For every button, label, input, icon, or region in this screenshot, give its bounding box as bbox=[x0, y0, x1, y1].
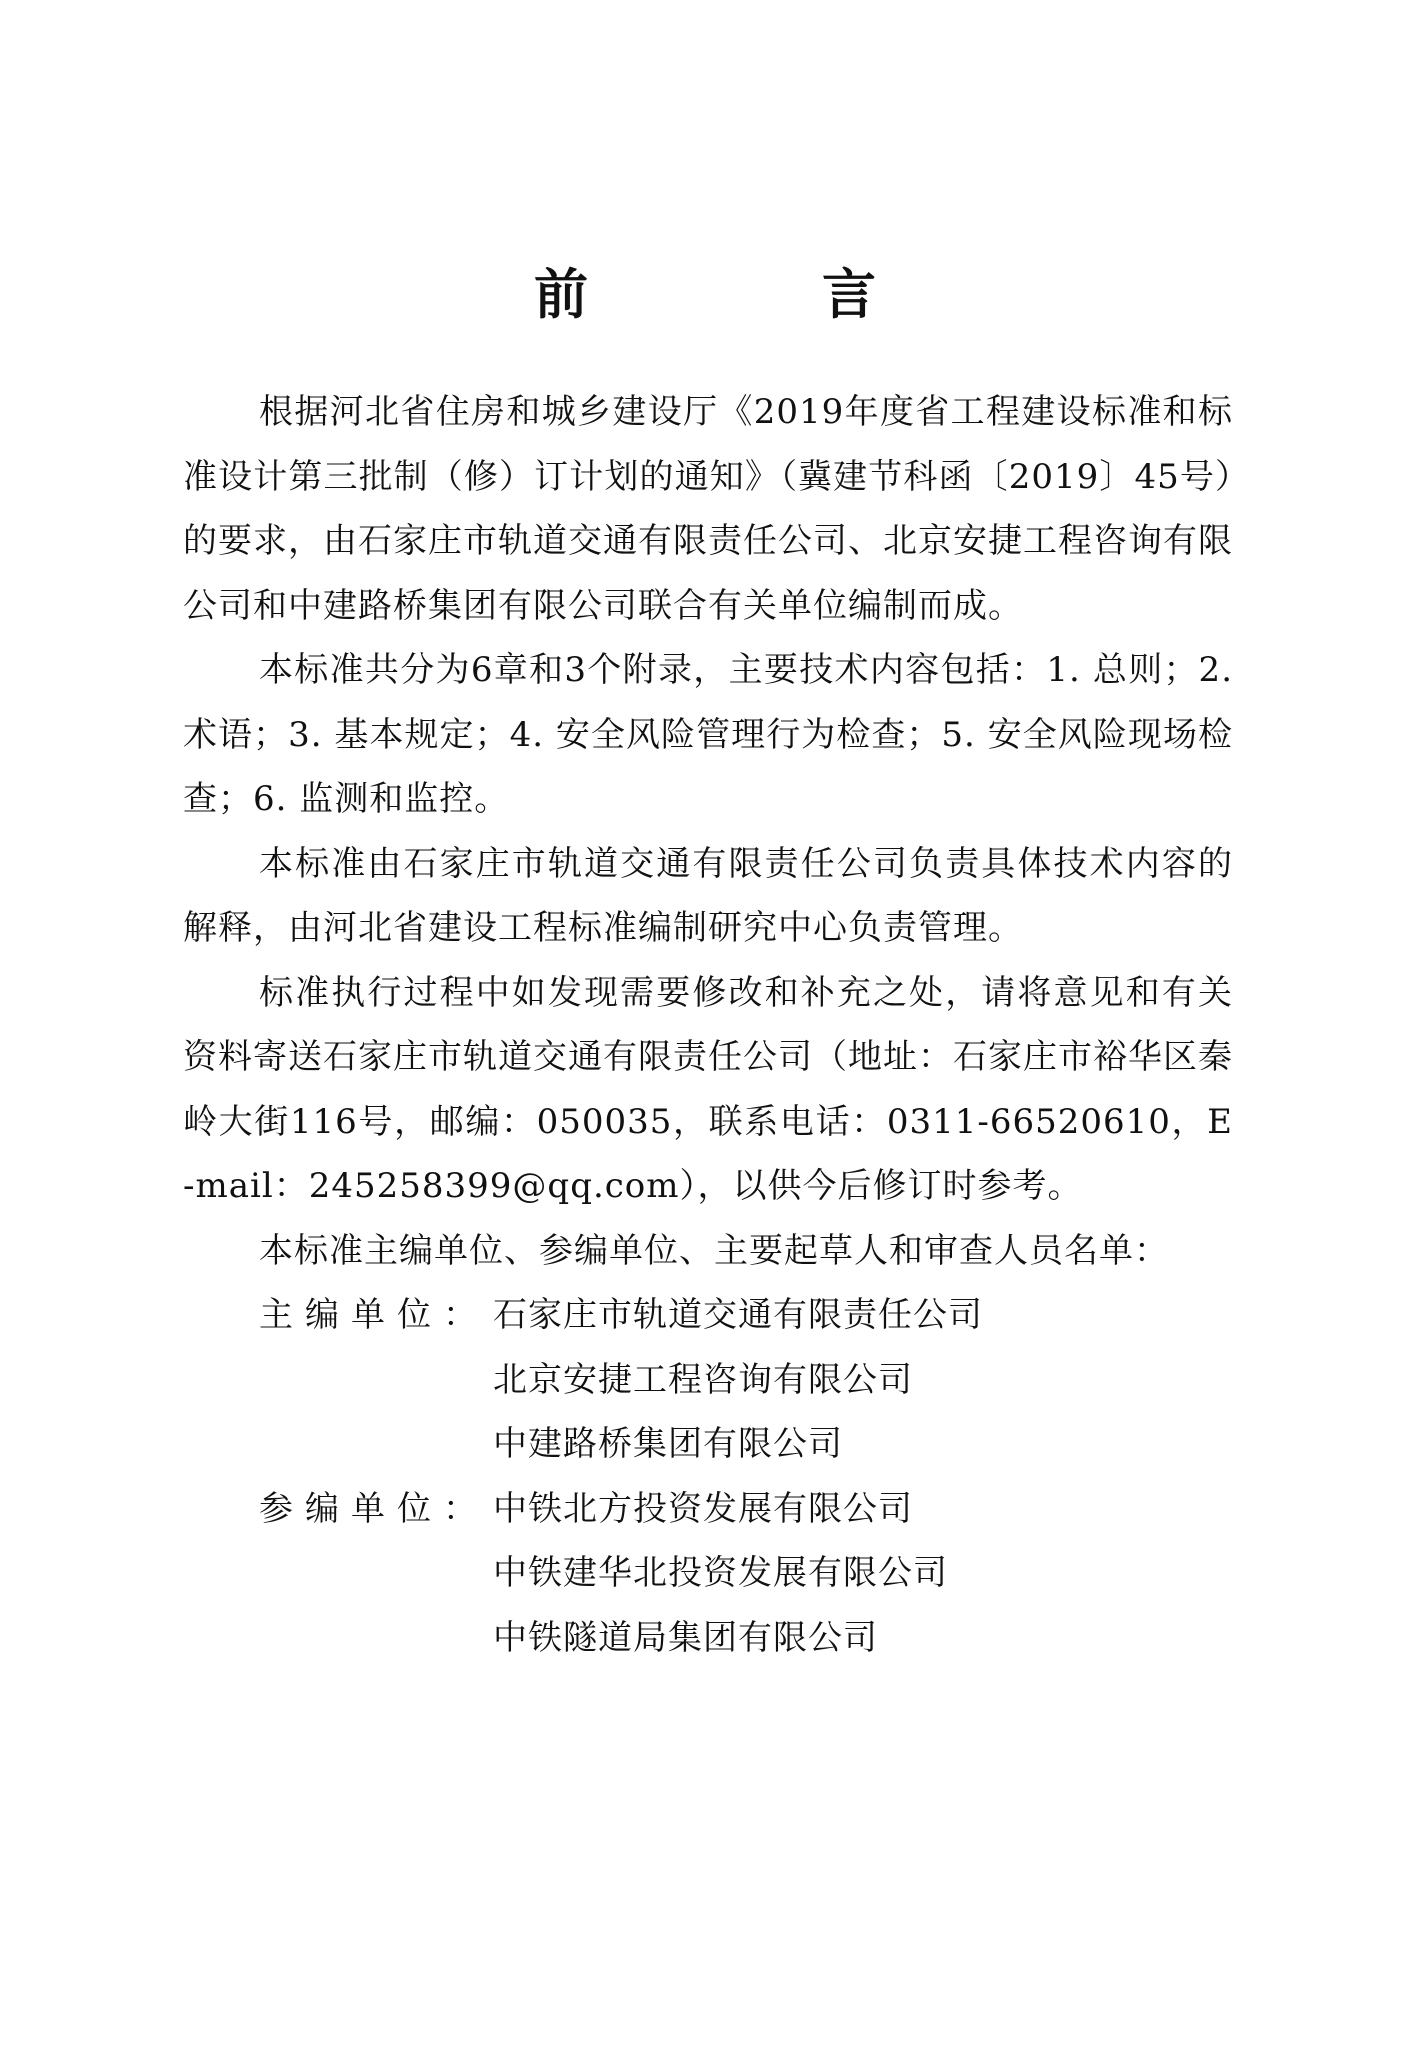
unit-list-intro: 本标准主编单位、参编单位、主要起草人和审查人员名单： bbox=[259, 1230, 1169, 1271]
paragraph-interpretation: 本标准由石家庄市轨道交通有限责任公司负责具体技术内容的解释，由河北省建设工程标准编制研究中心负责管理。 bbox=[183, 843, 1233, 948]
participating-unit-item: 中铁隧道局集团有限公司 bbox=[493, 1617, 878, 1658]
chief-units-label: 主编单位： bbox=[259, 1295, 489, 1335]
paragraph-feedback: 标准执行过程中如发现需要修改和补充之处，请将意见和有关资料寄送石家庄市轨道交通有限责任公司（地址：石家庄市裕华区秦岭大街116号，邮编：050035，联系电话：0311-66520610，E-mail：245258399@qq.com），以供今后修订时参考。 bbox=[183, 972, 1233, 1206]
paragraph-origin: 根据河北省住房和城乡建设厅《2019年度省工程建设标准和标准设计第三批制（修）订计划的通知》（冀建节科函〔2019〕45号）的要求，由石家庄市轨道交通有限责任公司、北京安捷工程咨询有限公司和中建路桥集团有限公司联合有关单位编制而成。 bbox=[183, 392, 1233, 626]
paragraph-contents: 本标准共分为6章和3个附录，主要技术内容包括：1. 总则；2. 术语；3. 基本规定；4. 安全风险管理行为检查；5. 安全风险现场检查；6. 监测和监控。 bbox=[183, 650, 1233, 819]
chief-units-list bbox=[493, 1283, 983, 1477]
participating-units-label: 参编单位： bbox=[259, 1488, 489, 1529]
chief-units-block bbox=[183, 1283, 1233, 1477]
chief-unit-item: 北京安捷工程咨询有限公司 bbox=[493, 1359, 913, 1400]
page-title: 前 言 bbox=[534, 262, 966, 326]
participating-unit-item: 中铁建华北投资发展有限公司 bbox=[493, 1553, 948, 1593]
participating-units-block bbox=[183, 1477, 1233, 1671]
chief-unit-item: 中建路桥集团有限公司 bbox=[493, 1424, 843, 1464]
chief-unit-item: 石家庄市轨道交通有限责任公司 bbox=[493, 1295, 983, 1335]
participating-units-list bbox=[493, 1477, 948, 1671]
preface-body bbox=[183, 380, 1233, 1670]
participating-unit-item: 中铁北方投资发展有限公司 bbox=[493, 1488, 913, 1529]
